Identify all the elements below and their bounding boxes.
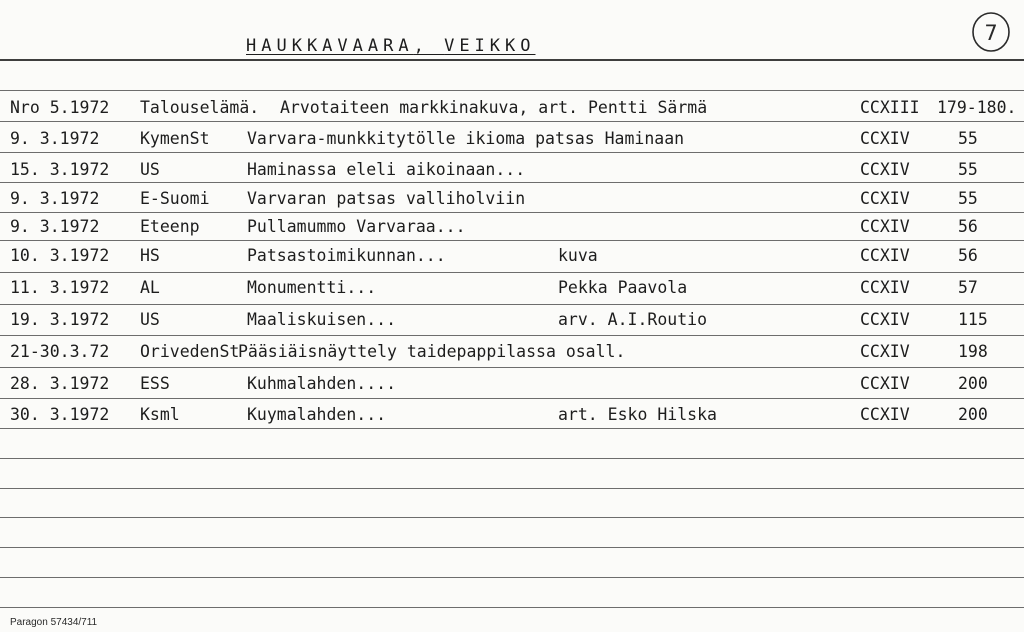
entry-pages: 200 [958,405,988,424]
entry-date: 15. 3.1972 [10,160,110,179]
printer-footer: Paragon 57434/711 [10,617,98,628]
rule [0,90,1024,91]
entry-volume: CCXIV [860,189,910,208]
entry-row [0,123,1024,153]
entry-note: arv. A.I.Routio [558,310,708,329]
entry-source: US [140,160,160,179]
entry-source: KymenSt [140,129,210,148]
entry-volume: CCXIV [860,160,910,179]
title-separator: , [413,36,445,56]
entry-pages: 115 [958,310,988,329]
entry-date: 9. 3.1972 [10,129,100,148]
entry-text: Kuhmalahden.... [247,374,397,393]
entry-date: Nro 5.1972 [10,98,110,117]
entry-row [0,154,1024,184]
entry-source: OrivedenSt [140,342,240,361]
entry-row [0,240,1024,270]
rule [0,607,1024,608]
rule [0,547,1024,548]
entry-note: kuva [558,246,598,265]
entry-pages: 56 [958,217,978,236]
entry-pages: 57 [958,278,978,297]
circled-number-stamp [970,10,1012,54]
entry-pages: 55 [958,189,978,208]
entry-volume: CCXIV [860,246,910,265]
entry-text: Varvara-munkkitytölle ikioma patsas Haminaan [247,129,685,148]
entry-pages: 200 [958,374,988,393]
entry-text: Varvaran patsas valliholviin [247,189,526,208]
entry-volume: CCXIV [860,310,910,329]
first-name: VEIKKO [444,36,536,56]
entry-volume: CCXIV [860,405,910,424]
card-title [246,36,536,56]
entry-text: Maaliskuisen... [247,310,397,329]
entry-text: Arvotaiteen markkinakuva, art. Pentti Särmä [280,98,708,117]
entry-row [0,304,1024,334]
entry-pages: 55 [958,129,978,148]
entry-date: 28. 3.1972 [10,374,110,393]
rule [0,517,1024,518]
rule [0,488,1024,489]
entry-row [0,336,1024,366]
entry-date: 21-30.3.72 [10,342,110,361]
entry-date: 9. 3.1972 [10,217,100,236]
rule [0,577,1024,578]
entry-text: Haminassa eleli aikoinaan... [247,160,526,179]
entry-text: Pullamummo Varvaraa... [247,217,466,236]
entry-date: 9. 3.1972 [10,189,100,208]
rule [0,458,1024,459]
entry-volume: CCXIII [860,98,920,117]
entry-source: Eteenp [140,217,200,236]
entry-row [0,211,1024,241]
entry-pages: 56 [958,246,978,265]
entry-pages: 198 [958,342,988,361]
entry-date: 19. 3.1972 [10,310,110,329]
entry-date: 11. 3.1972 [10,278,110,297]
entry-source: HS [140,246,160,265]
surname: HAUKKAVAARA [246,36,414,56]
entry-volume: CCXIV [860,374,910,393]
entry-date: 10. 3.1972 [10,246,110,265]
stamp-number: 7 [984,21,998,45]
entry-text: Patsastoimikunnan... [247,246,446,265]
entry-source: Talouselämä. [140,98,260,117]
entry-note: art. Esko Hilska [558,405,717,424]
entry-date: 30. 3.1972 [10,405,110,424]
entry-row [0,272,1024,302]
entry-row [0,368,1024,398]
entry-text: Pääsiäisnäyttely taidepappilassa osall. [238,342,626,361]
entry-volume: CCXIV [860,217,910,236]
entry-source: ESS [140,374,170,393]
entry-volume: CCXIV [860,129,910,148]
entry-row [0,399,1024,429]
entry-note: Pekka Paavola [558,278,688,297]
entry-source: E-Suomi [140,189,210,208]
entry-pages: 179-180. [937,98,1017,117]
entry-volume: CCXIV [860,278,910,297]
entry-row [0,183,1024,213]
entry-row [0,92,1024,122]
entry-volume: CCXIV [860,342,910,361]
entry-text: Monumentti... [247,278,377,297]
entry-source: AL [140,278,160,297]
entry-source: US [140,310,160,329]
entry-text: Kuymalahden... [247,405,387,424]
title-rule [0,59,1024,61]
entry-source: Ksml [140,405,180,424]
entry-pages: 55 [958,160,978,179]
